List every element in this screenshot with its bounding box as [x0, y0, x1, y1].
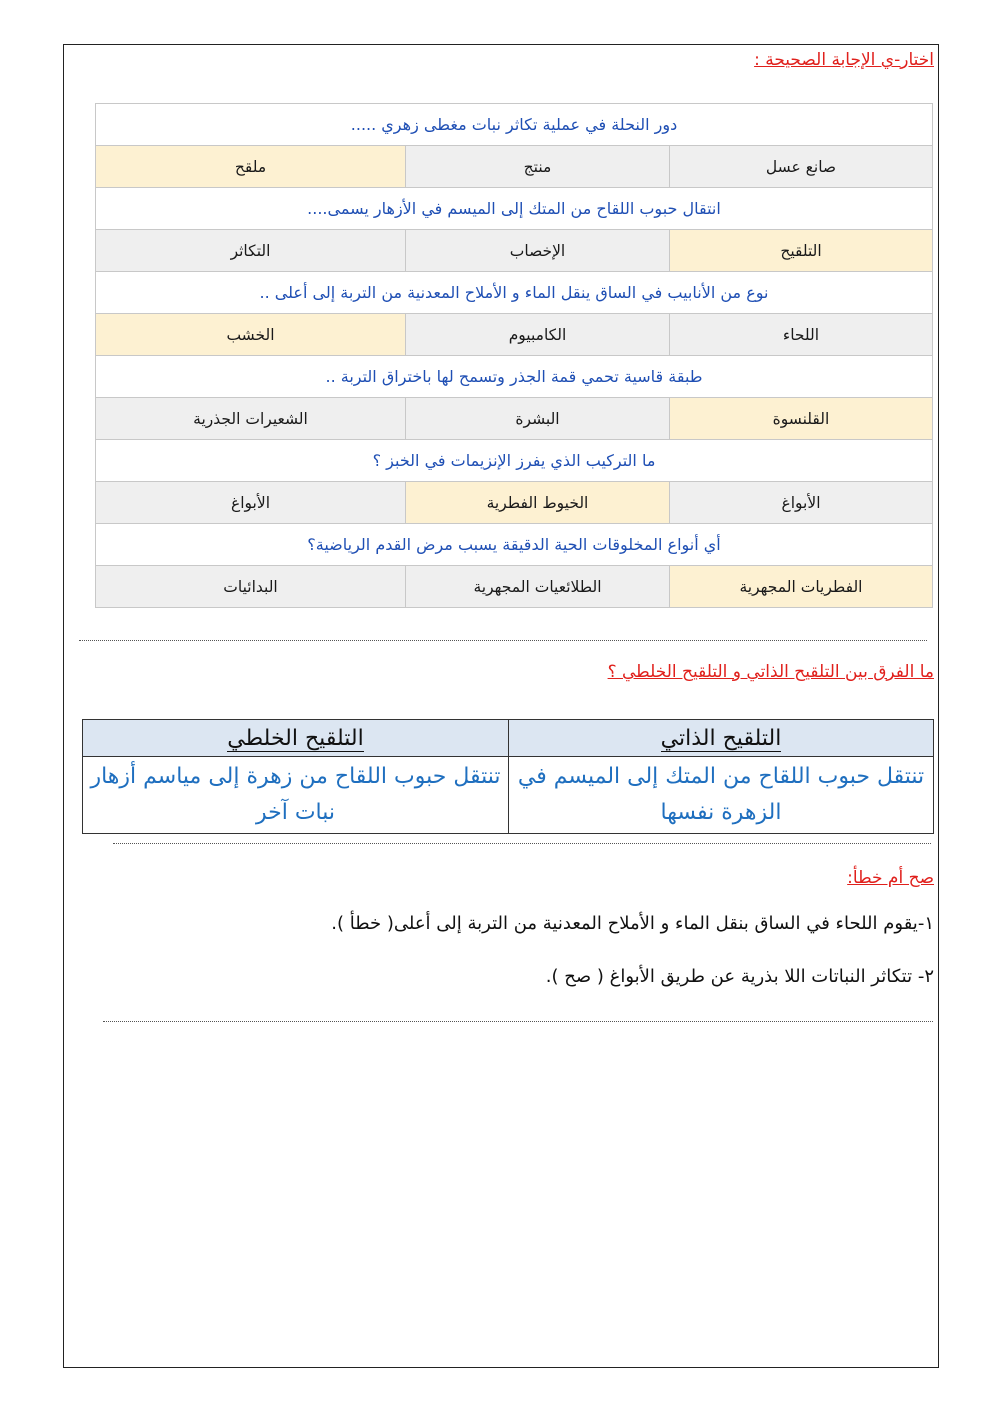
- question-text: طبقة قاسية تحمي قمة الجذر وتسمح لها باختراق التربة ..: [96, 356, 933, 398]
- option[interactable]: صانع عسل: [670, 146, 933, 188]
- mcq-heading: اختار-ي الإجابة الصحيحة :: [754, 50, 934, 70]
- option[interactable]: الأبواغ: [670, 482, 933, 524]
- options-row: [96, 482, 933, 524]
- options-row: [96, 230, 933, 272]
- true-false-heading: صح أم خطأ:: [847, 868, 934, 888]
- self-pollination-answer: تنتقل حبوب اللقاح من المتك إلى الميسم في الزهرة نفسها: [509, 757, 934, 834]
- option-correct[interactable]: الخيوط الفطرية: [406, 482, 670, 524]
- option-correct[interactable]: ملقح: [96, 146, 406, 188]
- option-correct[interactable]: التلقيح: [670, 230, 933, 272]
- options-row: [96, 314, 933, 356]
- self-pollination-header: التلقيح الذاتي: [509, 720, 934, 757]
- option[interactable]: البدائيات: [96, 566, 406, 608]
- option-correct[interactable]: الخشب: [96, 314, 406, 356]
- question-row: [96, 104, 933, 146]
- option-correct[interactable]: القلنسوة: [670, 398, 933, 440]
- option[interactable]: الطلائعيات المجهرية: [406, 566, 670, 608]
- comparison-heading: ما الفرق بين التلقيح الذاتي و التلقيح الخلطي ؟: [607, 662, 934, 682]
- question-row: [96, 524, 933, 566]
- true-false-item-2: ٢- تتكاثر النباتات اللا بذرية عن طريق الأبواغ ( صح ).: [545, 966, 934, 987]
- question-text: أي أنواع المخلوقات الحية الدقيقة يسبب مرض القدم الرياضية؟: [96, 524, 933, 566]
- question-row: [96, 272, 933, 314]
- question-row: [96, 440, 933, 482]
- option[interactable]: الأبواغ: [96, 482, 406, 524]
- comparison-table: [82, 719, 934, 834]
- mcq-table: [95, 103, 933, 608]
- question-row: [96, 188, 933, 230]
- option[interactable]: البشرة: [406, 398, 670, 440]
- question-text: ما التركيب الذي يفرز الإنزيمات في الخبز ؟: [96, 440, 933, 482]
- question-text: نوع من الأنابيب في الساق ينقل الماء و الأملاح المعدنية من التربة إلى أعلى ..: [96, 272, 933, 314]
- option[interactable]: اللحاء: [670, 314, 933, 356]
- options-row: [96, 146, 933, 188]
- option[interactable]: منتج: [406, 146, 670, 188]
- option[interactable]: الإخصاب: [406, 230, 670, 272]
- question-row: [96, 356, 933, 398]
- option[interactable]: الكامبيوم: [406, 314, 670, 356]
- divider: [113, 843, 931, 844]
- cross-pollination-answer: تنتقل حبوب اللقاح من زهرة إلى مياسم أزهار نبات آخر: [83, 757, 509, 834]
- option-correct[interactable]: الفطريات المجهرية: [670, 566, 933, 608]
- true-false-item-1: ١-يقوم اللحاء في الساق بنقل الماء و الأملاح المعدنية من التربة إلى أعلى( خطأ ).: [331, 913, 934, 934]
- divider: [103, 1021, 933, 1022]
- cross-pollination-header: التلقيح الخلطي: [83, 720, 509, 757]
- question-text: دور النحلة في عملية تكاثر نبات مغطى زهري .....: [96, 104, 933, 146]
- options-row: [96, 398, 933, 440]
- options-row: [96, 566, 933, 608]
- question-text: انتقال حبوب اللقاح من المتك إلى الميسم في الأزهار يسمى....: [96, 188, 933, 230]
- option[interactable]: الشعيرات الجذرية: [96, 398, 406, 440]
- option[interactable]: التكاثر: [96, 230, 406, 272]
- divider: [79, 640, 927, 641]
